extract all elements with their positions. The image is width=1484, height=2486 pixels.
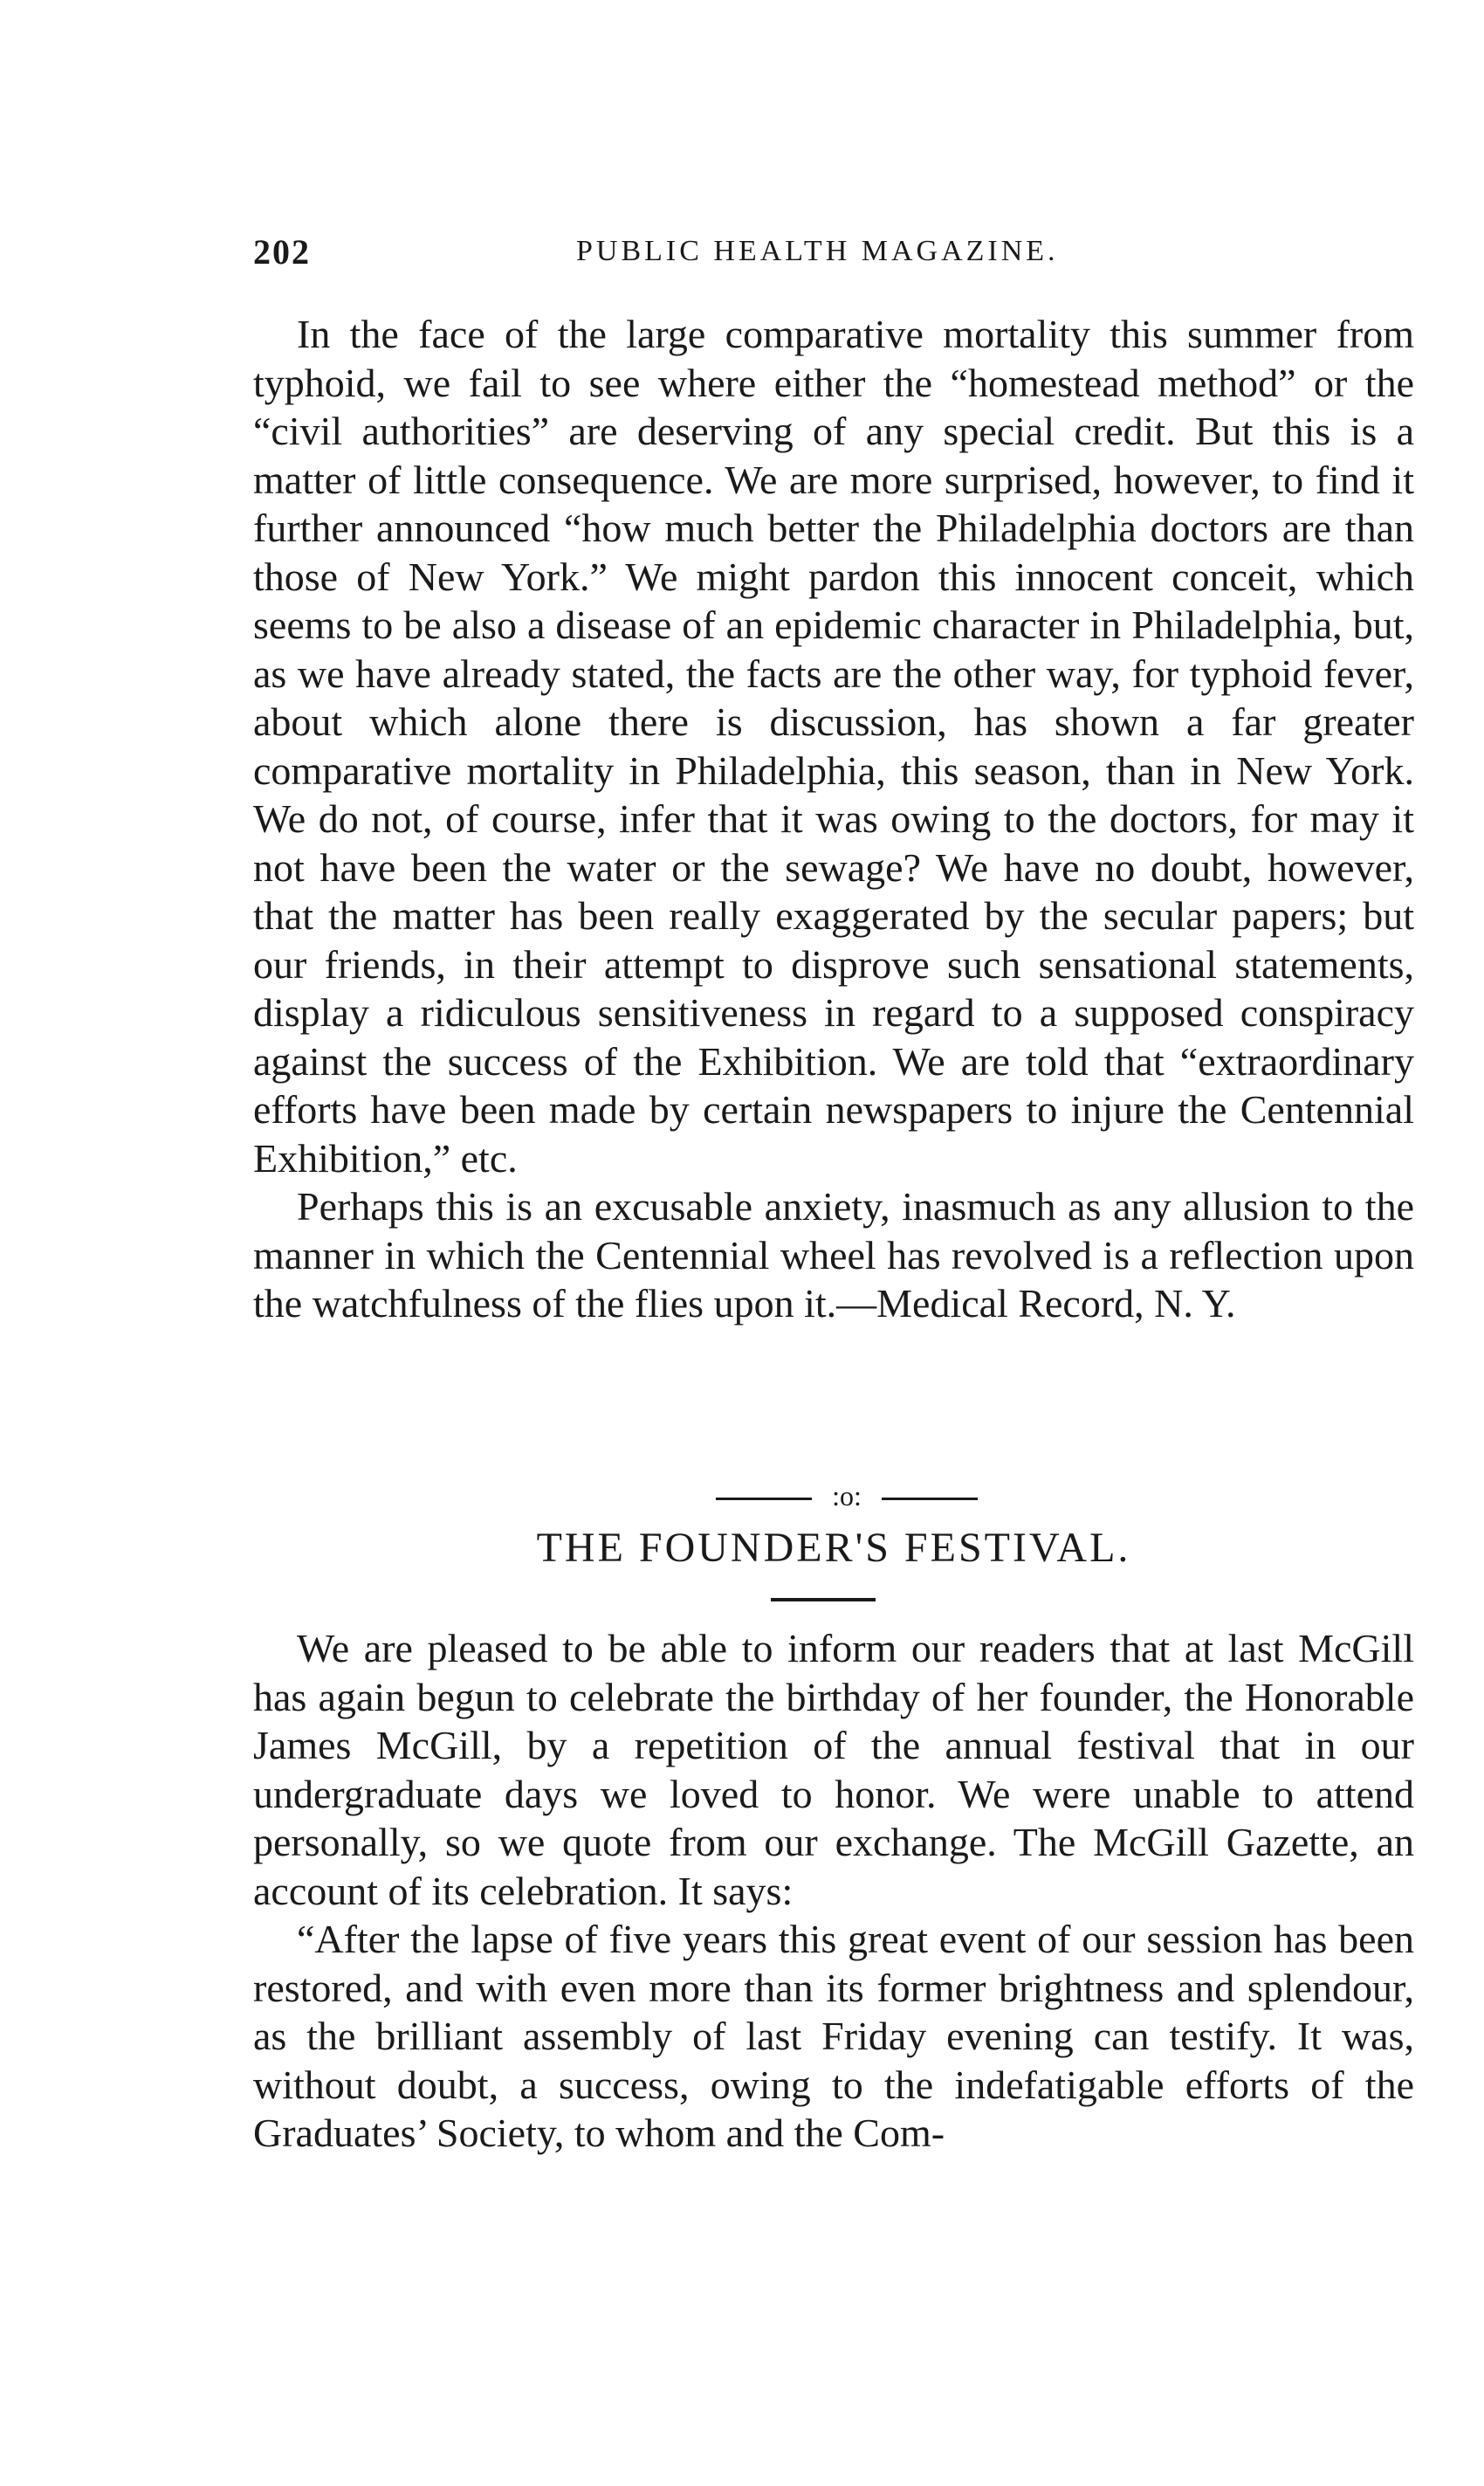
section-divider — [716, 1480, 978, 1515]
divider-dash — [882, 1498, 978, 1500]
section-paragraph: “After the lapse of five years this great event of our session has been restored, and with even more than its former brightness and splendour, as the brilliant assembly of last Friday evening can testify. It was, without doubt, a success, owing to the indefatigable efforts of the Graduates’ Society, to whom and the Com- — [253, 1917, 1414, 2155]
section-text — [253, 1624, 1414, 2158]
section-heading: THE FOUNDER'S FESTIVAL. — [536, 1525, 1131, 1571]
heading-rule — [771, 1598, 876, 1601]
article-paragraph: Perhaps this is an excusable anxiety, inasmuch as any allusion to the manner in which the Centennial wheel has revolved is a reflection upon the watchfulness of the flies upon it.—Medical Record, N. Y. — [253, 1184, 1414, 1326]
running-head — [253, 231, 1414, 284]
divider-dash — [716, 1498, 812, 1500]
running-title: PUBLIC HEALTH MAGAZINE. — [576, 235, 1059, 267]
article-text — [253, 310, 1414, 1328]
page-number: 202 — [253, 232, 311, 272]
article-paragraph: In the face of the large comparative mortality this summer from typhoid, we fail to see where either the “homestead method” or the “civil authorities” are deserving of any special credit. But this is a matter of little consequence. We are more surprised, however, to find it further announced “how much better the Philadelphia doctors are than those of New York.” We might pardon this innocent conceit, which seems to be also a disease of an epidemic character in Philadelphia, but, as we have already stated, the facts are the other way, for typhoid fever, about which alone there is discussion, has shown a far greater comparative mortality in Philadelphia, this season, than in New York. We do not, of course, infer that it was owing to the doctors, for may it not have been the water or the sewage? We have no doubt, however, that the matter has been really exaggerated by the secular papers; but our friends, in their attempt to disprove such sensational statements, display a ridiculous sensitiveness in regard to a supposed conspiracy against the success of the Exhibition. We are told that “extraordinary efforts have been made by certain newspapers to injure the Centennial Exhibition,” etc. — [253, 312, 1414, 1181]
section-paragraph: We are pleased to be able to inform our readers that at last McGill has again begun to celebrate the birthday of her founder, the Honorable James McGill, by a repetition of the annual festival that in our undergraduate days we loved to honor. We were unable to attend personally, so we quote from our exchange. The McGill Gazette, an account of its celebration. It says: — [253, 1626, 1414, 1913]
divider-mark: :o: — [832, 1480, 862, 1512]
